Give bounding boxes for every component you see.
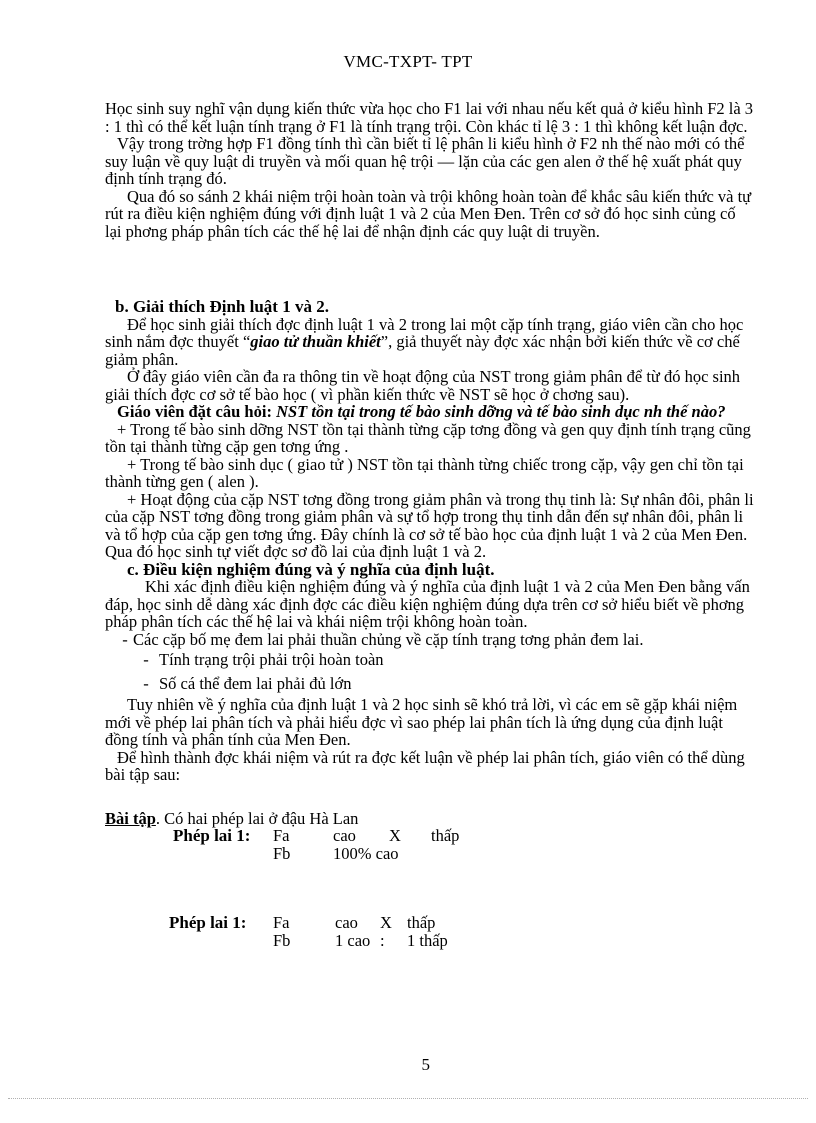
section-c-paragraph-2: Tuy nhiên về ý nghĩa của định luật 1 và 2 học sinh sẽ khó trả lời, vì các em sẽ gặp khái niệm mới về phép lai phân tích và phải hiểu đợc vì sao phép lai phân tích là ứng dụng của định luật đồng tính và phân tính của Men Đen. [105,695,738,749]
cross-1-offspring: Fb [273,843,291,863]
cross-1-trait-b: thấp [431,826,460,845]
cross-2-label: Phép lai 1 [169,913,241,932]
list-item [105,648,755,672]
page-header: VMC-TXPT- TPT [343,52,473,71]
answer-2: + Trong tế bào sinh dục ( giao tử ) NST tồn tại thành từng chiếc trong cặp, vậy gen chỉ tồn tại thành từng gen ( alen ). [105,454,744,491]
dash-bullet: - [143,674,149,693]
list-item [105,672,755,696]
condition-text-3: Số cá thể đem lai phải đủ lớn [159,674,352,693]
exercise-block [105,810,755,950]
list-item [105,631,755,649]
cross-2-sign: X [380,913,392,932]
section-c-paragraph-3: Để hình thành đợc khái niệm và rút ra đợc kết luận về phép lai phân tích, giáo viên có thể dùng bài tập sau: [105,747,745,784]
section-b-paragraph-2: Ở đây giáo viên cần đa ra thông tin về hoạt động của NST trong giảm phân để từ đó học sinh giải thích đợc cơ sở tế bào học ( vì phần kiến thức về NST sẽ học ở chơng sau). [105,367,741,404]
cross-2-parent-a: Fa [273,913,290,932]
cross-2-ratio-sep: : [380,930,385,950]
section-b-p1-pre: Để học sinh giải thích đợc định luật 1 và 2 trong lai một cặp tính trạng, giáo viên cần cho học sinh nắm đợc thuyết “ [105,314,744,351]
page-border-line [8,1098,808,1099]
intro-paragraph-2: Vậy trong trờng hợp F1 đồng tính thì cần biết tỉ lệ phân li kiểu hình ở F2 nh thế nào mới có thể suy luận về quy luật di truyền và mối quan hệ trội — lặn của các gen alen ở thế hệ xuất phát quy định tính trạng đó. [105,134,745,188]
exercise-title: Bài tập [105,808,156,828]
section-c-paragraph-1: Khi xác định điều kiện nghiệm đúng và ý nghĩa của định luật 1 và 2 của Men Đen bằng vấn đáp, học sinh dễ dàng xác định đợc các điều kiện nghiệm đúng dựa trên cơ sở hiểu biết về phơng pháp phân tích các thế hệ lai và khái niệm trội không hoàn toàn. [105,577,750,631]
document-body [105,100,755,949]
conditions-list [105,631,755,697]
intro-paragraph-3: Qua đó so sánh 2 khái niệm trội hoàn toàn và trội không hoàn toàn để khắc sâu kiến thức và tự rút ra điều kiện nghiệm đúng với định luật 1 và 2 của Men Đen. Trên cơ sở đó học sinh củng cố lại phơng pháp phân tích các thế hệ lai để nhận định các quy luật di truyền. [105,186,752,241]
dash-bullet: - [143,650,149,669]
section-c-heading: c. Điều kiện nghiệm đúng và ý nghĩa của định luật. [127,559,495,579]
cross-1-row-1: Phép lai 1: Fa cao X thấp [105,827,755,845]
cross-1-parent-a: Fa [273,826,290,845]
cross-2-row-1: Phép lai 1: Fa cao X thấp [105,914,755,932]
section-b-p1-post: ”, giả thuyết này đợc xác nhận bởi kiến thức về cơ chế giảm phân. [105,332,740,369]
question-label: Giáo viên đặt câu hỏi [117,402,267,421]
cross-2-row-2 [105,932,755,950]
cross-2-ratio-a: 1 cao [335,930,371,950]
condition-text-2: Tính trạng trội phải trội hoàn toàn [159,650,384,669]
cross-1-trait-a: cao [333,826,356,845]
answer-3: + Hoạt động của cặp NST tơng đồng trong giảm phân và trong thụ tinh là: Sự nhân đôi, phân li của cặp NST tơng đồng trong giảm phân và sự tổ hợp trong thụ tinh dẫn đến sự nhân đôi, phân li và tổ hợp của cặp gen tơng ứng. Đây chính là cơ sở tế bào học của định luật 1 và 2 của Men Đen. Qua đó học sinh tự viết đợc sơ đồ lai của định luật 1 và 2. [105,489,754,561]
cross-1-offspring-ratio: 100% cao [333,843,399,863]
section-b-paragraph-1 [105,316,755,369]
dash-bullet: - [122,629,128,649]
cross-2-ratio-b: 1 thấp [407,930,448,950]
answer-1: + Trong tế bào sinh dỡng NST tồn tại thành từng cặp tơng đồng và gen quy định tính trạng cũng tồn tại thành từng cặp gen tơng ứng . [105,419,751,456]
teacher-question: Giáo viên đặt câu hỏi: NST tồn tại trong tế bào sinh dỡng và tế bào sinh dục nh thế nào? [117,402,726,421]
section-b-p1-emphasis: giao tử thuần khiết [250,332,381,351]
cross-1-row-2 [105,845,755,863]
question-text: NST tồn tại trong tế bào sinh dỡng và tế bào sinh dục nh thế nào? [276,402,726,421]
section-b-heading: b. Giải thích Định luật 1 và 2. [115,297,329,316]
cross-1-label: Phép lai 1 [173,826,245,845]
section-spacer [105,240,755,298]
page-number: 5 [421,1055,430,1074]
cross-2-trait-a: cao [335,913,358,932]
intro-paragraph-1: Học sinh suy nghĩ vận dụng kiến thức vừa học cho F1 lai với nhau nếu kết quả ở kiểu hình F2 là 3 : 1 thì có thể kết luận tính trạng ở F1 là tính trạng trội. Còn khác tỉ lệ 3 : 1 thì không kết luận đợc. [105,99,754,136]
cross-1-sign: X [389,826,401,845]
cross-2-offspring: Fb [273,930,291,950]
condition-text-1: Các cặp bố mẹ đem lai phải thuần chủng về cặp tính trạng tơng phản đem lai. [133,629,644,649]
exercise-intro [105,810,755,828]
cross-2-trait-b: thấp [407,913,436,932]
exercise-intro-text: . Có hai phép lai ở đậu Hà Lan [155,808,359,828]
